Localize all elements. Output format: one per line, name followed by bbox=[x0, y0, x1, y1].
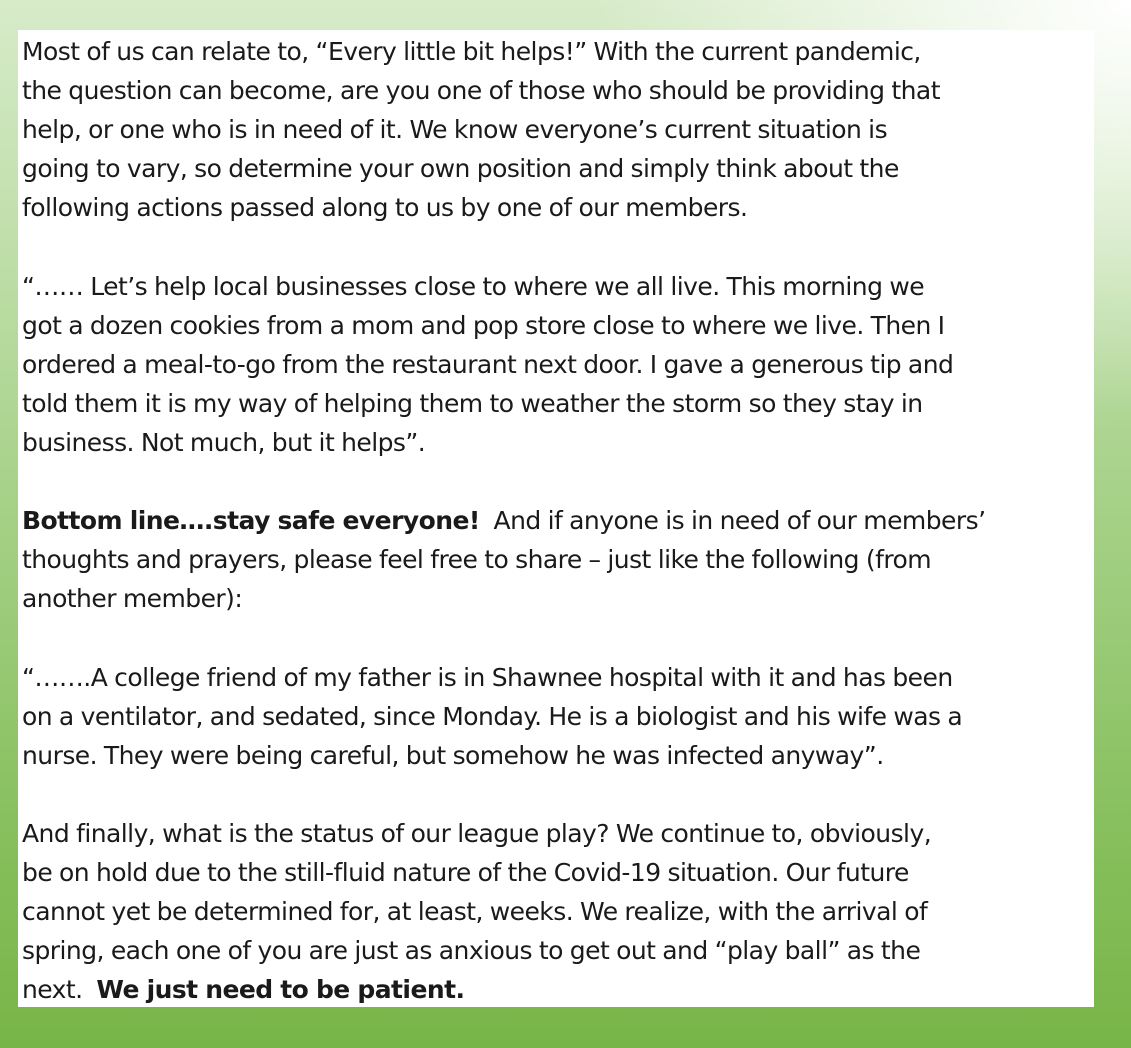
paragraph-bottom-line bbox=[22, 501, 1094, 618]
text-line: be on hold due to the still-fluid nature of the Covid-19 situation. Our future bbox=[22, 857, 909, 887]
text-line: ordered a meal-to-go from the restaurant next door. I gave a generous tip and bbox=[22, 349, 954, 379]
text-line: following actions passed along to us by one of our members. bbox=[22, 193, 748, 223]
final-bold-statement: We just need to be patient. bbox=[96, 975, 465, 1005]
text-line: “…… Let’s help local businesses close to where we all live. This morning we bbox=[22, 271, 925, 301]
text-line: nurse. They were being careful, but somehow he was infected anyway”. bbox=[22, 740, 884, 770]
text-line: going to vary, so determine your own position and simply think about the bbox=[22, 154, 899, 184]
paragraph-member-quote bbox=[22, 267, 1094, 462]
text-line: cannot yet be determined for, at least, weeks. We realize, with the arrival of bbox=[22, 897, 928, 927]
text-line: the question can become, are you one of those who should be providing that bbox=[22, 76, 940, 106]
paragraph-intro bbox=[22, 32, 1094, 227]
text-line: on a ventilator, and sedated, since Monday. He is a biologist and his wife was a bbox=[22, 701, 963, 731]
paragraph-second-quote bbox=[22, 658, 1094, 775]
text-line: Most of us can relate to, “Every little bit helps!” With the current pandemic, bbox=[22, 37, 921, 66]
text-line: got a dozen cookies from a mom and pop store close to where we live. Then I bbox=[22, 310, 945, 340]
message-panel bbox=[18, 30, 1094, 1007]
text-line bbox=[22, 501, 1094, 540]
text-line: told them it is my way of helping them to weather the storm so they stay in bbox=[22, 388, 923, 418]
bold-lead: Bottom line….stay safe everyone! bbox=[22, 506, 480, 536]
text-line: spring, each one of you are just as anxious to get out and “play ball” as the bbox=[22, 936, 921, 966]
text-line: another member): bbox=[22, 584, 243, 614]
lead-rest: And if anyone is in need of our members’ bbox=[479, 506, 986, 536]
text-line: thoughts and prayers, please feel free to share – just like the following (from bbox=[22, 545, 932, 575]
text-line: And finally, what is the status of our league play? We continue to, obviously, bbox=[22, 818, 932, 848]
paragraph-league-status bbox=[22, 814, 1094, 1009]
text-line bbox=[22, 970, 1094, 1009]
text-line: “…….A college friend of my father is in Shawnee hospital with it and has been bbox=[22, 662, 953, 692]
final-line-start: next. bbox=[22, 975, 97, 1005]
text-line: business. Not much, but it helps”. bbox=[22, 427, 426, 457]
text-line: help, or one who is in need of it. We know everyone’s current situation is bbox=[22, 115, 888, 145]
